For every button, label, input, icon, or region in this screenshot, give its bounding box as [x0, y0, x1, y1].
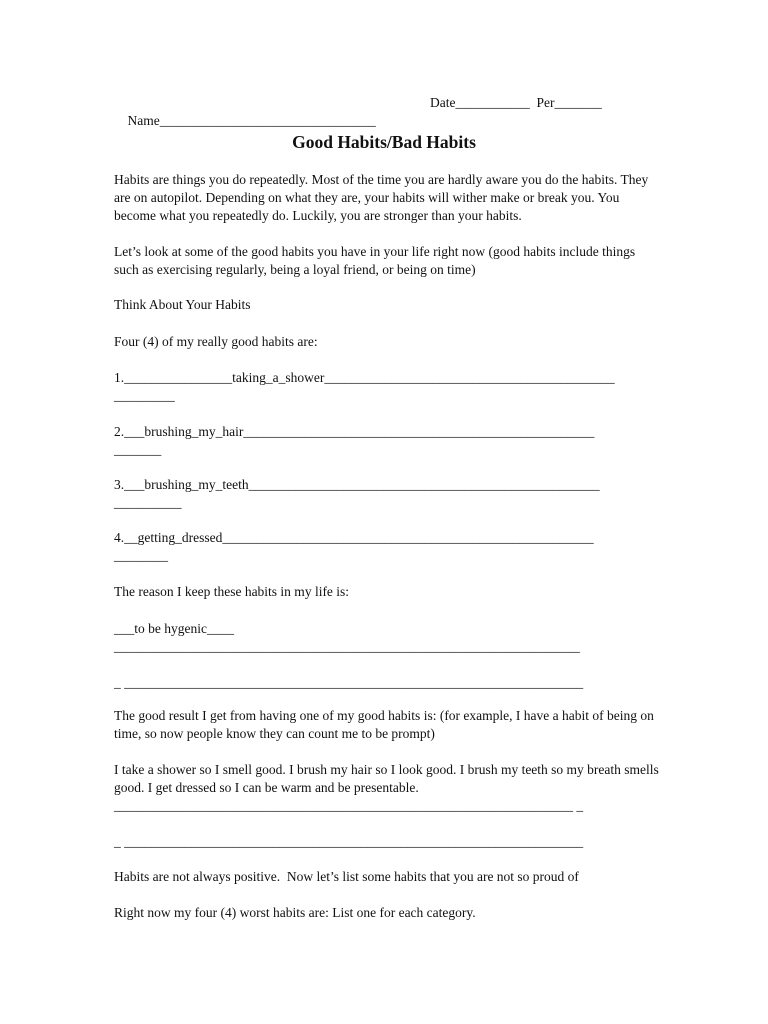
name-field-line: Name________________________________ [127, 113, 376, 128]
good-habit-3-line: 3.___brushing_my_teeth____________________________________________________ [114, 477, 600, 492]
good-result-answer: I take a shower so I smell good. I brush my hair so I look good. I brush my teeth so my breath smells good. I get dressed so I can be warm and be presentable. [114, 762, 659, 795]
section-heading: Think About Your Habits [114, 297, 251, 312]
good-result-prompt: The good result I get from having one of my good habits is: (for example, I have a habit of being on time, so now people know they can count me to be prompt) [114, 708, 654, 741]
reason-prompt: The reason I keep these habits in my life is: [114, 584, 350, 599]
good-habit-4-line: 4.__getting_dressed_______________________________________________________ [114, 530, 594, 545]
worksheet-title: Good Habits/Bad Habits [292, 132, 476, 152]
good-result-blank-line-1: ____________________________________________________________________ _ [114, 798, 584, 813]
intro-paragraph-2: Let’s look at some of the good habits you have in your life right now (good habits include things such as exercising regularly, being a loyal friend, or being on time) [114, 244, 636, 277]
good-habits-prompt: Four (4) of my really good habits are: [114, 334, 318, 349]
intro-paragraph-1: Habits are things you do repeatedly. Most of the time you are hardly aware you do the habits. They are on autopilot. Depending on what they are, your habits will wither make or break you. You become what you repeatedly do. Luckily, you are stronger than your habits. [114, 172, 649, 223]
good-habit-2-line: 2.___brushing_my_hair____________________________________________________ [114, 424, 595, 439]
good-habit-1-continuation: _________ [114, 388, 175, 403]
good-habit-1-line: 1.________________taking_a_shower___________________________________________ [114, 370, 615, 385]
good-habit-3-continuation: __________ [114, 495, 182, 510]
reason-answer: ___to be hygenic____ [114, 621, 234, 636]
bad-habits-intro: Habits are not always positive. Now let’s list some habits that you are not so proud of [114, 869, 579, 884]
reason-blank-line-1: _____________________________________________________________________ [114, 639, 580, 654]
reason-blank-line-2: _ ____________________________________________________________________ [114, 675, 584, 690]
good-habit-2-continuation: _______ [114, 442, 162, 457]
good-habit-4-continuation: ________ [114, 548, 168, 563]
date-period-field-line: Date___________ Per_______ [430, 95, 602, 110]
bad-habits-prompt: Right now my four (4) worst habits are: List one for each category. [114, 905, 476, 920]
good-result-blank-line-2: _ ____________________________________________________________________ [114, 834, 584, 849]
